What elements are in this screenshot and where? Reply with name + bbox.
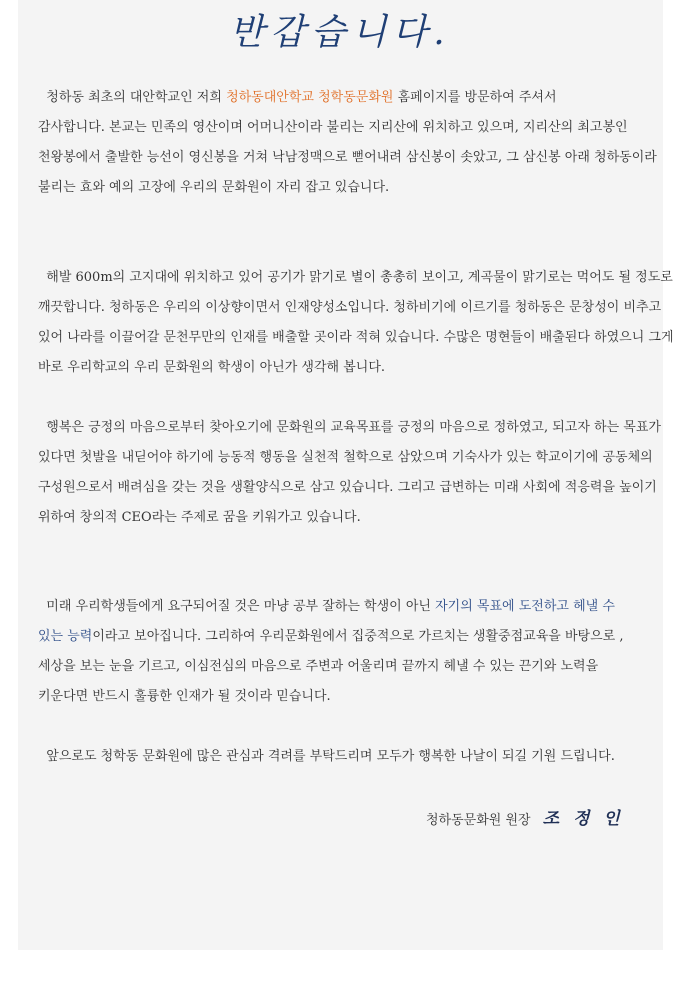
text-segment: 이라고 보아집니다. 그리하여 우리문화원에서 집중적으로 가르치는 생활중점교육을 바탕으로 , xyxy=(92,629,624,644)
text-line: 불리는 효와 예의 고장에 우리의 문화원이 자리 잡고 있습니다. xyxy=(38,180,390,195)
text-segment: 해발 600m의 고지대에 위치하고 있어 공기가 맑기로 별이 총총히 보이고, 계곡물이 맑기로는 먹어도 될 정도로 xyxy=(46,270,673,285)
text-line: 구성원으로서 배려심을 갖는 것을 생활양식으로 삼고 있습니다. 그리고 급변하는 미래 사회에 적응력을 높이기 xyxy=(38,480,657,495)
greeting-title: 반갑습니다. xyxy=(229,12,451,53)
text-line xyxy=(38,413,661,443)
text-line xyxy=(38,742,646,772)
signature-title: 청하동문화원 원장 xyxy=(426,813,531,828)
text-segment: 청하동 최초의 대안학교인 저희 xyxy=(46,90,227,105)
text-segment: 미래 우리학생들에게 요구되어질 것은 마냥 공부 잘하는 학생이 아닌 xyxy=(46,599,436,614)
text-segment: 행복은 긍정의 마음으로부터 찾아오기에 문화원의 교육목표를 긍정의 마음으로 정하였고, 되고자 하는 목표가 xyxy=(46,420,661,435)
highlight-ability: 있는 능력 xyxy=(38,629,93,644)
signature-block xyxy=(426,806,624,834)
highlight-ability: 자기의 목표에 도전하고 헤낼 수 xyxy=(435,599,615,614)
paragraph-future xyxy=(38,592,646,712)
signature-name: 조 정 인 xyxy=(542,809,624,829)
text-line xyxy=(38,263,673,293)
text-line xyxy=(38,622,646,652)
paragraph-education-goals xyxy=(38,413,661,533)
text-line: 천왕봉에서 출발한 능선이 영신봉을 거쳐 낙남정맥으로 뻗어내려 삼신봉이 솟았고, 그 삼신봉 아래 청하동이라 xyxy=(38,150,657,165)
text-line: 있다면 첫발을 내딛어야 하기에 능동적 행동을 실천적 철학으로 삼았으며 기숙사가 있는 학교이기에 공동체의 xyxy=(38,450,653,465)
paragraph-location xyxy=(38,263,674,383)
highlight-school-name: 청하동대안학교 청학동문화원 xyxy=(226,90,394,105)
text-line: 키운다면 반드시 훌륭한 인재가 될 것이라 믿습니다. xyxy=(38,689,331,704)
text-line: 있어 나라를 이끌어갈 문천무만의 인재를 배출할 곳이라 적혀 있습니다. 수많은 명현들이 배출된다 하였으니 그게 xyxy=(38,330,674,345)
text-line: 바로 우리학교의 우리 문화원의 학생이 아닌가 생각해 봅니다. xyxy=(38,360,386,375)
text-line: 세상을 보는 눈을 기르고, 이심전심의 마음으로 주변과 어울리며 끝까지 헤낼 수 있는 끈기와 노력을 xyxy=(38,659,599,674)
text-segment: 앞으로도 청학동 문화원에 많은 관심과 격려를 부탁드리며 모두가 행복한 나날이 되길 기원 드립니다. xyxy=(46,749,615,764)
paragraph-intro xyxy=(38,83,657,203)
text-line: 감사합니다. 본교는 민족의 영산이며 어머니산이라 불리는 지리산에 위치하고 있으며, 지리산의 최고봉인 xyxy=(38,120,628,135)
text-line: 깨끗합니다. 청하동은 우리의 이상향이면서 인재양성소입니다. 청하비기에 이르기를 청하동은 문창성이 비추고 xyxy=(38,300,662,315)
text-line: 위하여 창의적 CEO라는 주제로 꿈을 키워가고 있습니다. xyxy=(38,510,361,525)
paragraph-closing xyxy=(38,742,646,772)
text-line xyxy=(38,83,646,113)
text-segment: 홈페이지를 방문하여 주셔서 xyxy=(393,90,557,105)
text-line xyxy=(38,592,646,622)
